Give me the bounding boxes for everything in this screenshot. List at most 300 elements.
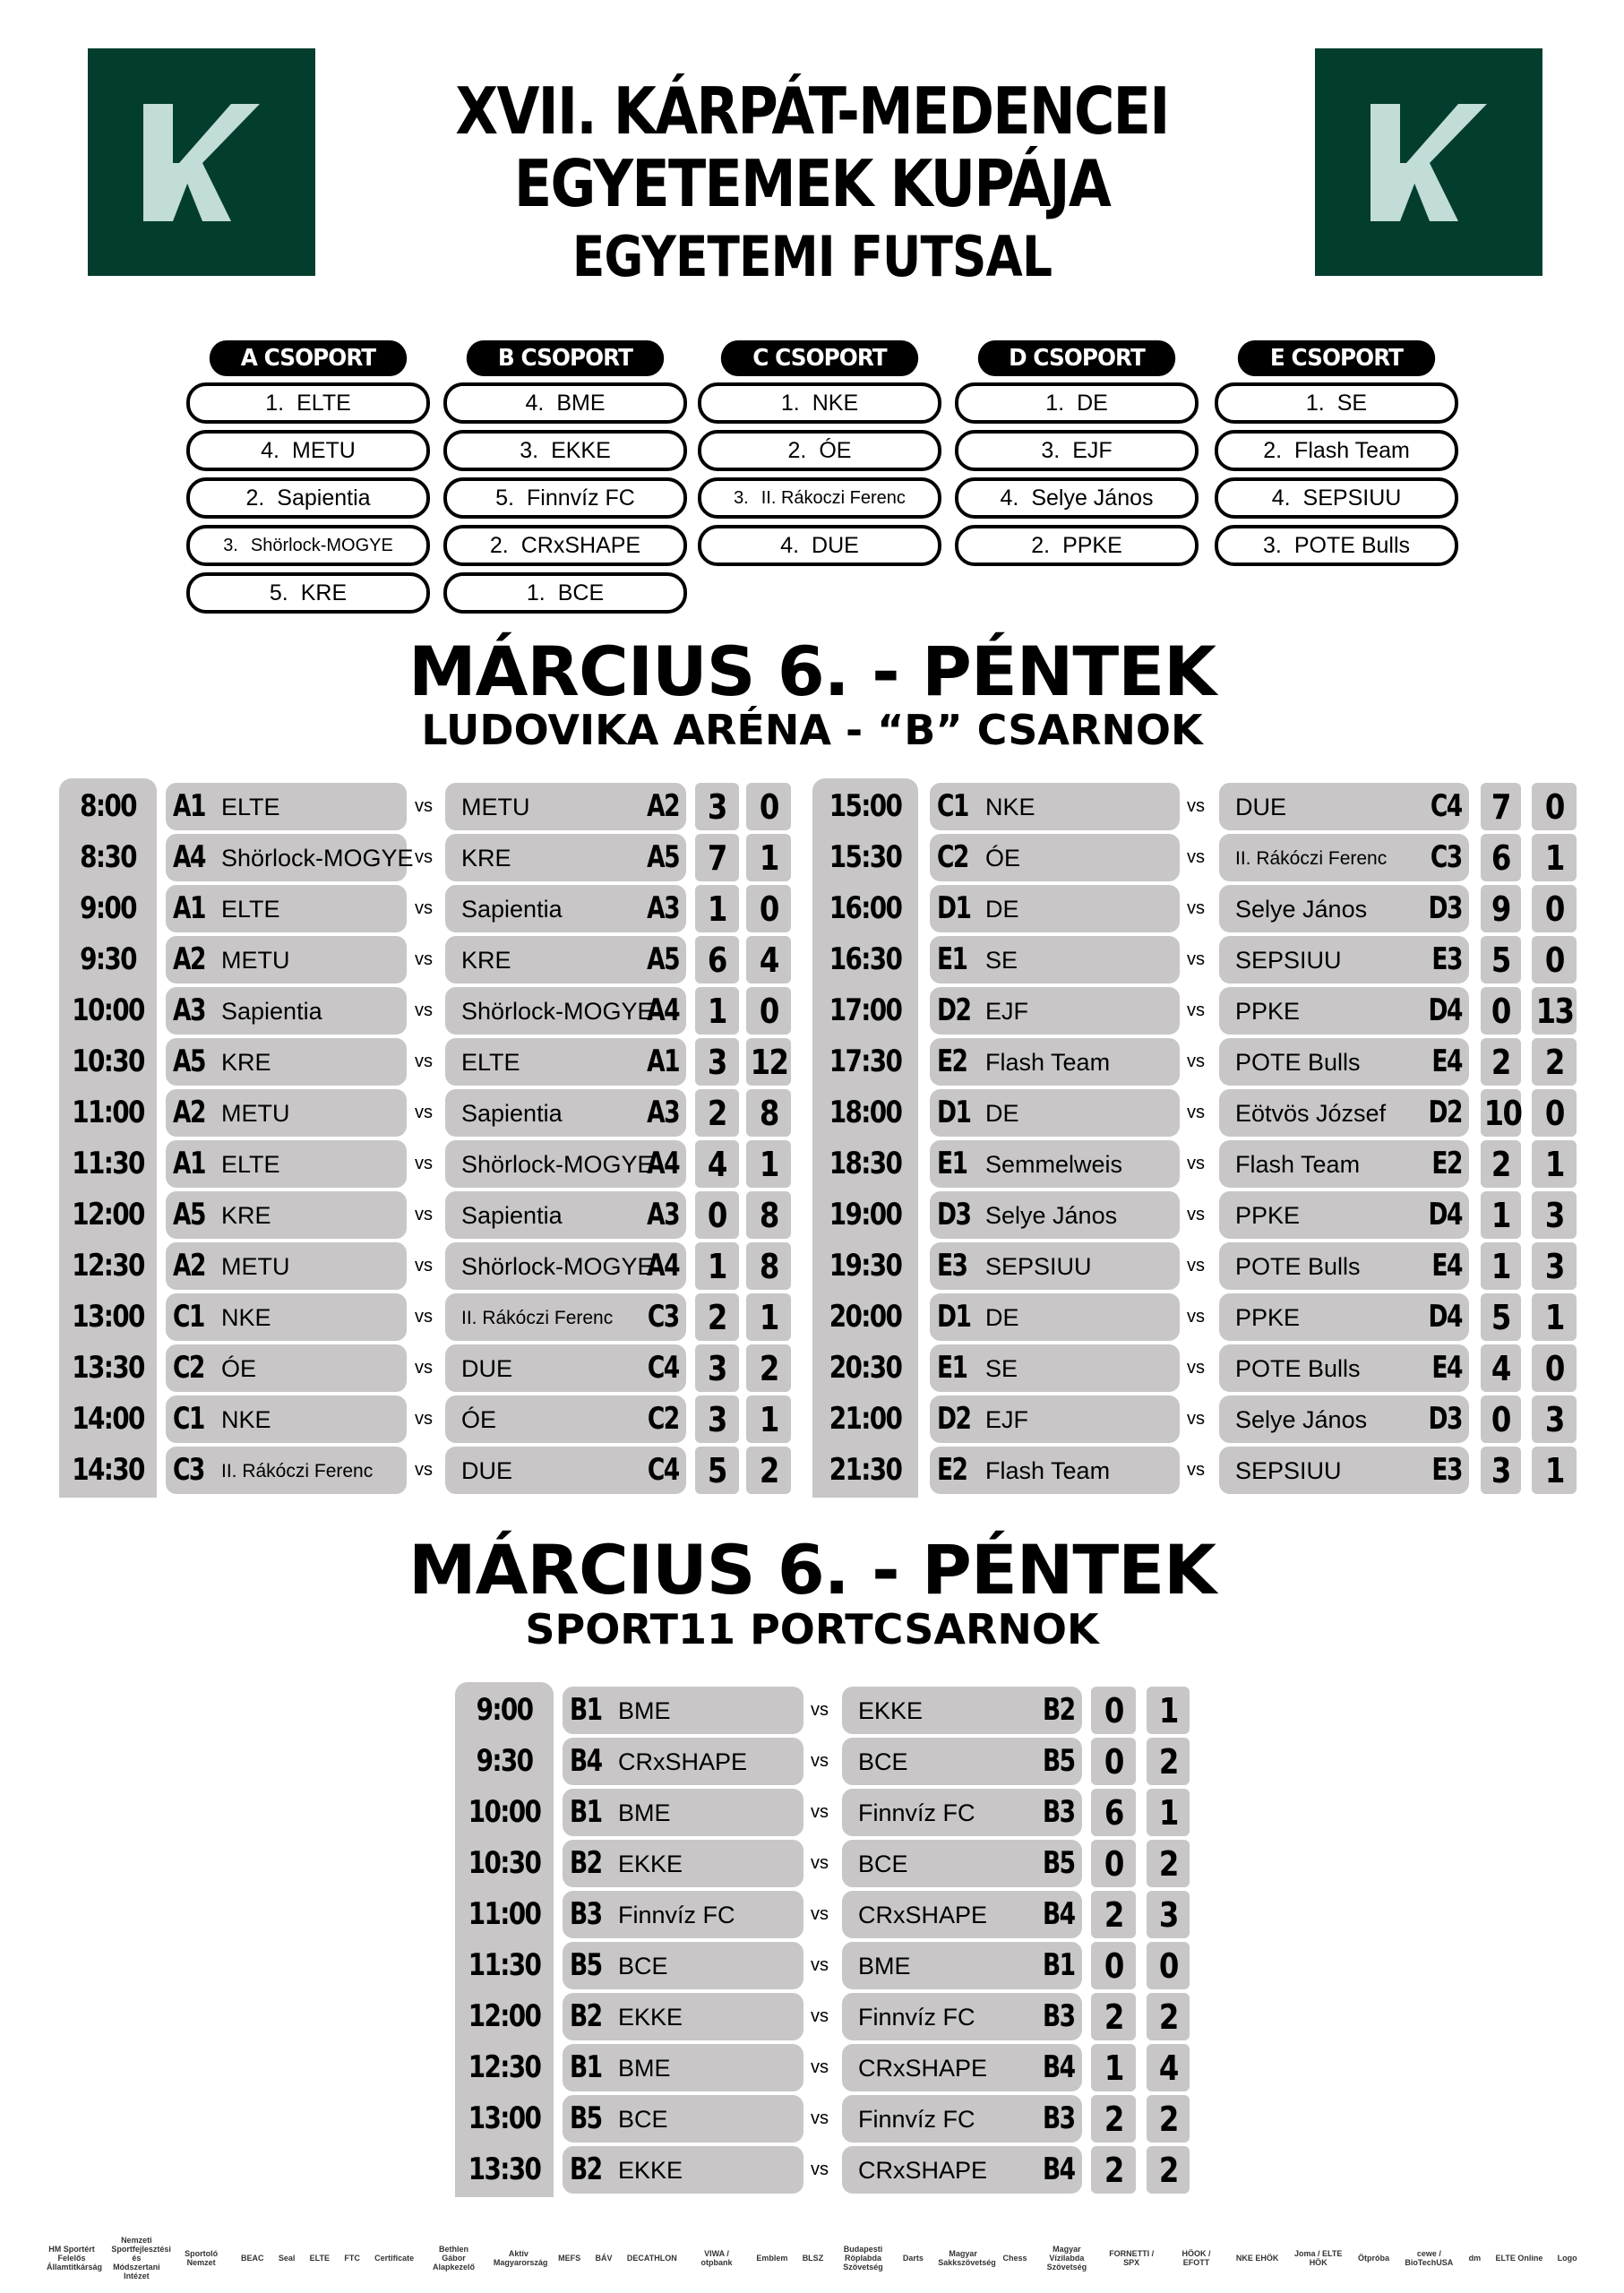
vs-label: vs: [415, 1103, 433, 1122]
away-team-box: [842, 1891, 1082, 1938]
away-team-name: ELTE: [461, 1049, 520, 1076]
away-score-box: [1532, 1344, 1577, 1392]
match-row: [0, 1738, 1624, 1785]
team-rank: 2.: [787, 438, 807, 463]
home-team-name: ÓE: [221, 1355, 257, 1382]
vs-label: vs: [811, 2160, 829, 2179]
home-score: 6: [708, 940, 726, 980]
away-team-box: [842, 1840, 1082, 1887]
home-score: 3: [708, 1400, 726, 1439]
home-score-box: [1091, 2044, 1136, 2091]
match-time: 16:00: [829, 890, 902, 926]
home-score-box: [1481, 1038, 1521, 1086]
home-team-name: Sapientia: [221, 998, 322, 1025]
vs-label: vs: [1187, 1001, 1205, 1020]
away-score: 8: [759, 1247, 778, 1286]
group-header: B CSOPORT: [467, 340, 664, 376]
away-score-box: [1147, 1942, 1190, 1989]
team-name: II. Rákoczi Ferenc: [760, 488, 906, 508]
group-c: [698, 340, 941, 566]
away-seed: A4: [647, 1146, 679, 1181]
home-team-name: BCE: [618, 2106, 668, 2133]
vs-label: vs: [811, 2006, 829, 2026]
home-team-name: NKE: [221, 1304, 271, 1331]
team-rank: 3.: [223, 536, 238, 555]
home-score-box: [1091, 1993, 1136, 2040]
away-team-name: DUE: [1235, 794, 1287, 820]
team-rank: 5.: [269, 580, 288, 605]
away-team-name: POTE Bulls: [1235, 1253, 1361, 1280]
home-score: 0: [1491, 992, 1510, 1031]
away-score: 2: [1158, 2100, 1178, 2139]
sponsor-logo: Nemzeti Sportfejlesztési és Módszertani Intézet: [111, 2236, 171, 2280]
away-team-name: Sapientia: [461, 1202, 563, 1229]
away-score: 1: [759, 838, 778, 878]
team-name: ÓE: [819, 438, 852, 463]
home-score: 3: [708, 1349, 726, 1388]
home-seed: D2: [937, 992, 971, 1028]
home-team-name: EKKE: [618, 2157, 683, 2184]
sponsor-logo: Budapesti Röplabda Szövetség: [843, 2245, 883, 2272]
home-seed: D3: [937, 1197, 971, 1232]
home-score: 2: [708, 1094, 726, 1133]
away-score: 1: [1544, 1298, 1564, 1337]
home-team-box: [930, 1344, 1180, 1392]
match-row: [0, 1344, 1624, 1392]
home-seed: B2: [570, 2151, 602, 2187]
match-row: [0, 936, 1624, 983]
match-time: 19:00: [829, 1197, 902, 1232]
day-heading-2: MÁRCIUS 6. - PÉNTEK: [408, 1530, 1216, 1610]
away-score-box: [1532, 1140, 1577, 1188]
home-seed: E1: [937, 1350, 967, 1386]
away-score: 1: [1544, 838, 1564, 878]
away-seed: D2: [1428, 1095, 1462, 1130]
away-seed: B4: [1043, 2151, 1075, 2187]
home-score: 4: [708, 1145, 726, 1184]
home-score-box: [1091, 1789, 1136, 1836]
sponsor-strip: [45, 2230, 1579, 2286]
home-team-name: METU: [221, 1253, 290, 1280]
away-team-name: BCE: [858, 1748, 908, 1775]
sponsor-logo: Darts: [902, 2254, 924, 2263]
home-score: 7: [1491, 787, 1510, 827]
away-seed: C4: [648, 1452, 679, 1488]
home-team-box: [563, 2095, 803, 2143]
vs-label: vs: [1187, 1358, 1205, 1378]
group-team: [955, 382, 1199, 424]
away-score: 0: [1544, 940, 1564, 980]
away-score: 1: [1158, 1691, 1178, 1730]
away-team-box: [1219, 1038, 1469, 1086]
away-seed: C3: [1431, 839, 1462, 875]
away-score: 3: [1544, 1247, 1564, 1286]
away-seed: B4: [1043, 1896, 1075, 1932]
sponsor-logo: dm: [1468, 2254, 1482, 2263]
vs-label: vs: [811, 1700, 829, 1720]
title-line-2: EGYETEMEK KUPÁJA: [513, 146, 1111, 221]
away-seed: E4: [1431, 1043, 1462, 1079]
match-row: [0, 1840, 1624, 1887]
home-team-name: ÓE: [985, 845, 1021, 872]
home-team-box: [930, 1447, 1180, 1494]
match-time: 9:30: [476, 1743, 533, 1779]
away-score: 0: [1544, 1349, 1564, 1388]
team-name: SEPSIUU: [1302, 485, 1402, 511]
away-team-name: DUE: [461, 1457, 513, 1484]
sponsor-logo: NKE EHÖK: [1235, 2254, 1279, 2263]
sponsor-logo: BÁV: [595, 2254, 613, 2263]
venue-heading-1: LUDOVIKA ARÉNA - “B” CSARNOK: [421, 706, 1203, 754]
home-team-box: [930, 1191, 1180, 1239]
vs-label: vs: [415, 898, 433, 918]
match-time: 17:00: [829, 992, 902, 1028]
away-score: 2: [1544, 1043, 1564, 1082]
away-score: 4: [1158, 2048, 1178, 2088]
away-team-name: Finnvíz FC: [858, 1799, 975, 1826]
home-team-name: BME: [618, 2055, 671, 2082]
match-time: 10:30: [72, 1043, 144, 1079]
home-seed: A5: [173, 1043, 205, 1079]
away-score-box: [1147, 1738, 1190, 1785]
group-d: [955, 340, 1199, 566]
sponsor-logo: Emblem: [756, 2254, 788, 2263]
home-score-box: [1481, 1447, 1521, 1494]
home-score-box: [1481, 1344, 1521, 1392]
group-team: [186, 525, 430, 566]
away-team-name: Flash Team: [1235, 1151, 1361, 1178]
home-score-box: [1481, 885, 1521, 932]
sponsor-logo: HÖOK / EFOTT: [1181, 2249, 1211, 2267]
match-time: 11:00: [72, 1095, 144, 1130]
team-rank: 2.: [1031, 533, 1051, 558]
team-rank: 2.: [489, 533, 509, 558]
sponsor-logo: FTC: [344, 2254, 360, 2263]
home-score-box: [1091, 1942, 1136, 1989]
away-team-box: [842, 2146, 1082, 2194]
away-team-box: [1219, 783, 1469, 830]
team-rank: 4.: [1000, 485, 1019, 511]
home-team-box: [930, 1038, 1180, 1086]
match-time: 10:30: [468, 1845, 541, 1881]
vs-label: vs: [811, 2108, 829, 2128]
home-seed: B1: [570, 1692, 602, 1728]
away-seed: B4: [1043, 2049, 1075, 2085]
home-score: 3: [708, 787, 726, 827]
team-rank: 2.: [245, 485, 265, 511]
away-team-box: [1219, 1447, 1469, 1494]
away-team-name: PPKE: [1235, 998, 1301, 1025]
team-name: BCE: [557, 580, 605, 605]
vs-label: vs: [811, 2057, 829, 2077]
match-time: 18:30: [829, 1146, 902, 1181]
home-seed: B5: [570, 2100, 602, 2136]
match-time: 9:00: [476, 1692, 533, 1728]
home-score-box: [1481, 1396, 1521, 1443]
vs-label: vs: [415, 1154, 433, 1173]
home-score-box: [1481, 1191, 1521, 1239]
home-score: 4: [1491, 1349, 1510, 1388]
match-time: 14:00: [72, 1401, 144, 1437]
home-seed: D1: [937, 1095, 971, 1130]
home-seed: C1: [937, 788, 968, 824]
match-row: [0, 1089, 1624, 1137]
away-seed: A3: [647, 1197, 679, 1232]
group-team: [443, 525, 687, 566]
vs-label: vs: [415, 1205, 433, 1224]
away-score: 4: [759, 940, 778, 980]
away-seed: B5: [1043, 1845, 1075, 1881]
home-team-name: SE: [985, 947, 1018, 974]
group-team: [698, 382, 941, 424]
team-rank: 1.: [526, 580, 546, 605]
team-rank: 2.: [1263, 438, 1283, 463]
sponsor-logo: Aktív Magyarország: [493, 2249, 548, 2267]
team-name: METU: [292, 438, 356, 463]
away-seed: B3: [1043, 1998, 1075, 2034]
match-time: 14:30: [72, 1452, 144, 1488]
match-row: [0, 1242, 1624, 1290]
home-seed: A3: [173, 992, 205, 1028]
away-team-name: KRE: [461, 845, 511, 872]
match-row: [0, 834, 1624, 881]
vs-label: vs: [415, 796, 433, 816]
away-score: 1: [1544, 1451, 1564, 1490]
home-team-name: Flash Team: [985, 1457, 1111, 1484]
vs-label: vs: [415, 1358, 433, 1378]
vs-label: vs: [811, 1751, 829, 1771]
match-time: 10:00: [72, 992, 144, 1028]
away-seed: E2: [1431, 1146, 1462, 1181]
away-seed: A1: [647, 1043, 679, 1079]
away-seed: D4: [1428, 992, 1462, 1028]
home-team-box: [930, 1089, 1180, 1137]
sponsor-logo: Ötpróba: [1358, 2254, 1390, 2263]
team-rank: 1.: [780, 391, 800, 416]
away-team-name: PPKE: [1235, 1304, 1301, 1331]
away-team-name: II. Rákóczi Ferenc: [461, 1308, 614, 1328]
home-team-box: [563, 2146, 803, 2194]
match-time: 21:00: [829, 1401, 902, 1437]
team-name: ELTE: [296, 391, 351, 416]
match-row: [0, 1038, 1624, 1086]
day-heading-1: MÁRCIUS 6. - PÉNTEK: [408, 631, 1216, 711]
away-team-box: [842, 1738, 1082, 1785]
vs-label: vs: [415, 1001, 433, 1020]
sponsor-logo: Magyar Vízilabda Szövetség: [1046, 2245, 1087, 2272]
away-team-box: [842, 1687, 1082, 1734]
group-header: A CSOPORT: [210, 340, 407, 376]
away-seed: C2: [648, 1401, 679, 1437]
home-score: 2: [1491, 1043, 1510, 1082]
away-team-box: [842, 1789, 1082, 1836]
away-score: 2: [759, 1349, 778, 1388]
home-team-name: ELTE: [221, 896, 280, 923]
match-time: 16:30: [829, 941, 902, 977]
team-rank: 4.: [261, 438, 280, 463]
away-seed: D4: [1428, 1299, 1462, 1335]
match-time: 12:30: [468, 2049, 541, 2085]
away-team-name: BME: [858, 1953, 911, 1980]
away-team-box: [1219, 885, 1469, 932]
sponsor-logo: ELTE Online: [1495, 2254, 1543, 2263]
title-line-1: XVII. KÁRPÁT-MEDENCEI: [455, 73, 1169, 149]
home-score: 2: [1491, 1145, 1510, 1184]
vs-label: vs: [415, 1052, 433, 1071]
group-team: [955, 430, 1199, 471]
home-score-box: [1481, 987, 1521, 1035]
home-score-box: [1091, 1891, 1136, 1938]
team-rank: 3.: [1041, 438, 1061, 463]
away-score: 1: [1544, 1145, 1564, 1184]
match-time: 19:30: [829, 1248, 902, 1284]
home-team-name: SE: [985, 1355, 1018, 1382]
vs-label: vs: [811, 1802, 829, 1822]
home-score-box: [1481, 1242, 1521, 1290]
team-name: BME: [556, 391, 606, 416]
away-team-name: Sapientia: [461, 896, 563, 923]
away-score: 0: [1544, 889, 1564, 929]
away-score: 8: [759, 1094, 778, 1133]
sponsor-logo: Logo: [1557, 2254, 1577, 2263]
away-team-box: [842, 1942, 1082, 1989]
away-score: 2: [1158, 2151, 1178, 2190]
home-score: 1: [708, 1247, 726, 1286]
home-seed: B5: [570, 1947, 602, 1983]
home-team-name: DE: [985, 896, 1019, 923]
home-score-box: [1481, 936, 1521, 983]
away-score-box: [1147, 1840, 1190, 1887]
away-score: 2: [1158, 1997, 1178, 2037]
home-score: 6: [1491, 838, 1510, 878]
away-score: 0: [1544, 1094, 1564, 1133]
away-score: 2: [1158, 1742, 1178, 1782]
home-team-box: [563, 1789, 803, 1836]
match-row: [0, 1396, 1624, 1443]
home-score: 1: [1104, 2048, 1123, 2088]
vs-label: vs: [415, 847, 433, 867]
home-team-name: II. Rákóczi Ferenc: [221, 1461, 374, 1481]
vs-label: vs: [1187, 796, 1205, 816]
home-team-box: [930, 1140, 1180, 1188]
sponsor-logo: VIWA / otpbank: [700, 2249, 733, 2267]
away-score-box: [1532, 1293, 1577, 1341]
home-score: 10: [1483, 1094, 1522, 1133]
home-score: 0: [1104, 1742, 1123, 1782]
home-seed: B1: [570, 2049, 602, 2085]
away-team-name: DUE: [461, 1355, 513, 1382]
match-time: 11:00: [468, 1896, 541, 1932]
home-score: 5: [1491, 940, 1510, 980]
home-team-name: Finnvíz FC: [618, 1902, 735, 1928]
home-team-name: SEPSIUU: [985, 1253, 1092, 1280]
group-team: [698, 477, 941, 519]
away-team-box: [1219, 1293, 1469, 1341]
home-team-name: CRxSHAPE: [618, 1748, 748, 1775]
away-team-box: [1219, 1089, 1469, 1137]
group-e: [1215, 340, 1458, 566]
home-score-box: [1481, 1140, 1521, 1188]
home-team-name: DE: [985, 1100, 1019, 1127]
away-seed: C3: [648, 1299, 679, 1335]
home-score: 9: [1491, 889, 1510, 929]
home-team-name: KRE: [221, 1202, 271, 1229]
home-score: 0: [1104, 1844, 1123, 1884]
home-score: 0: [1104, 1946, 1123, 1986]
home-seed: B2: [570, 1845, 602, 1881]
home-team-box: [563, 2044, 803, 2091]
away-seed: D3: [1428, 890, 1462, 926]
home-team-name: Semmelweis: [985, 1151, 1123, 1178]
away-team-name: BCE: [858, 1851, 908, 1877]
group-team: [443, 477, 687, 519]
away-seed: E3: [1431, 941, 1462, 977]
home-seed: E2: [937, 1043, 967, 1079]
home-seed: A2: [173, 941, 205, 977]
match-row: [0, 1942, 1624, 1989]
away-team-box: [1219, 1242, 1469, 1290]
away-team-name: SEPSIUU: [1235, 947, 1342, 974]
away-seed: D4: [1428, 1197, 1462, 1232]
team-rank: 3.: [520, 438, 539, 463]
group-team: [443, 430, 687, 471]
match-time: 20:00: [829, 1299, 902, 1335]
away-score: 1: [759, 1400, 778, 1439]
home-team-name: BME: [618, 1799, 671, 1826]
home-score: 2: [1104, 2100, 1123, 2139]
team-rank: 4.: [780, 533, 800, 558]
sponsor-logo: Seal: [278, 2254, 296, 2263]
vs-label: vs: [415, 1460, 433, 1480]
away-seed: A5: [647, 941, 679, 977]
group-team: [698, 430, 941, 471]
home-score-box: [1481, 834, 1521, 881]
match-time: 8:30: [80, 839, 136, 875]
home-score-box: [1481, 1293, 1521, 1341]
match-time: 11:30: [468, 1947, 541, 1983]
vs-label: vs: [415, 1307, 433, 1327]
group-team: [1215, 525, 1458, 566]
match-time: 15:00: [829, 788, 902, 824]
group-header: C CSOPORT: [721, 340, 918, 376]
away-seed: B3: [1043, 1794, 1075, 1830]
away-team-name: CRxSHAPE: [858, 1902, 988, 1928]
home-score: 1: [1491, 1247, 1510, 1286]
home-seed: D2: [937, 1401, 971, 1437]
home-team-name: DE: [985, 1304, 1019, 1331]
away-score: 0: [759, 889, 778, 929]
home-seed: B3: [570, 1896, 602, 1932]
vs-label: vs: [1187, 1256, 1205, 1275]
home-seed: B4: [570, 1743, 602, 1779]
team-name: POTE Bulls: [1293, 533, 1411, 558]
team-rank: 3.: [1262, 533, 1282, 558]
match-time: 8:00: [80, 788, 136, 824]
home-team-name: EJF: [985, 998, 1029, 1025]
group-team: [1215, 382, 1458, 424]
match-row: [0, 2095, 1624, 2143]
home-team-name: NKE: [985, 794, 1035, 820]
away-score-box: [1532, 885, 1577, 932]
home-seed: E3: [937, 1248, 967, 1284]
away-score-box: [1532, 1038, 1577, 1086]
away-team-name: Sapientia: [461, 1100, 563, 1127]
home-team-box: [563, 1993, 803, 2040]
venue-heading-2: SPORT11 PORTCSARNOK: [525, 1605, 1099, 1653]
group-team: [955, 525, 1199, 566]
sponsor-logo: BEAC: [240, 2254, 264, 2263]
match-row: [0, 1293, 1624, 1341]
